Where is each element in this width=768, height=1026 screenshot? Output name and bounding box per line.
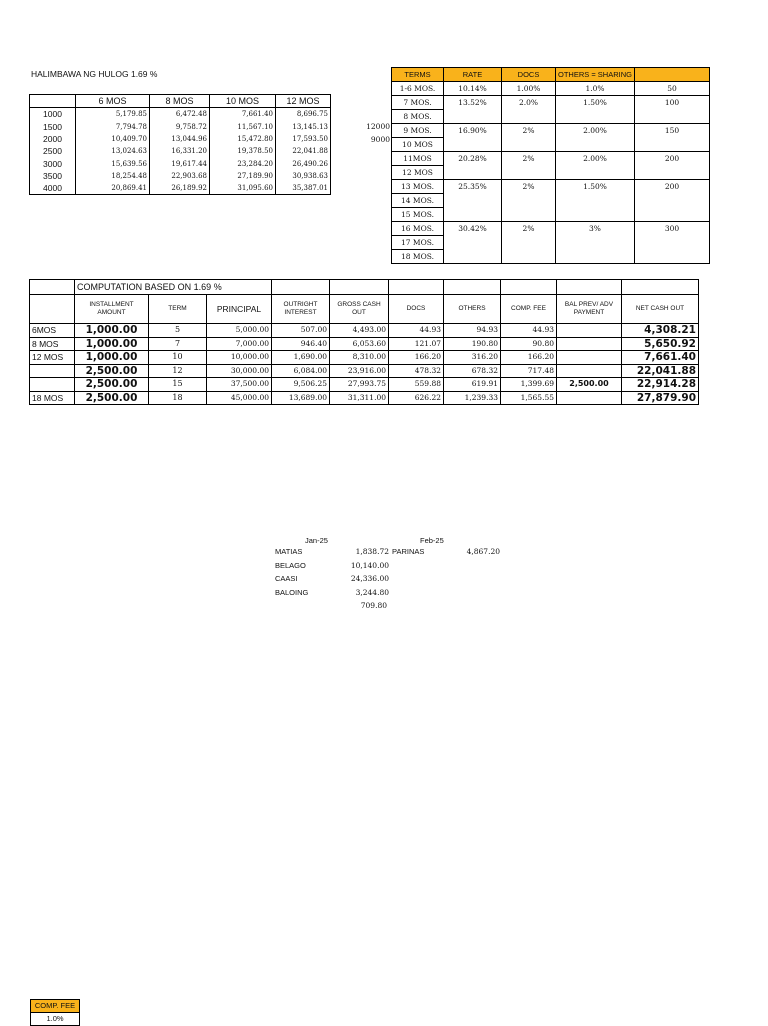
computation-principal-cell: 30,000.00: [207, 364, 272, 378]
computation-comp-fee-cell: 90.80: [501, 337, 557, 351]
terms-value-cell: [444, 138, 502, 152]
computation-net-cash-out-cell: 5,650.92: [622, 337, 699, 351]
comp-fee-box: [30, 999, 80, 1026]
collection-amount: 10,140.00: [350, 560, 389, 570]
terms-value-cell: 10.14%: [444, 82, 502, 96]
computation-header-cell: COMP. FEE: [501, 295, 557, 324]
terms-value-cell: 2%: [502, 152, 556, 166]
collection-name: CAASI: [275, 574, 298, 583]
halimbawa-value-cell: 26,490.26: [276, 157, 331, 169]
computation-row-label-cell: 8 MOS: [30, 337, 75, 351]
terms-term-cell: 15 MOS.: [392, 208, 444, 222]
computation-term-cell: 7: [149, 337, 207, 351]
halimbawa-row: [30, 121, 331, 133]
terms-term-cell: 14 MOS.: [392, 194, 444, 208]
feb-amount: 4,867.20: [466, 547, 500, 556]
computation-bal-prev-adv-payment-cell: [557, 324, 622, 338]
terms-row: [392, 194, 710, 208]
terms-row: [392, 236, 710, 250]
computation-bal-prev-adv-payment-cell: [557, 364, 622, 378]
computation-header-cell: INSTALLMENT AMOUNT: [75, 295, 149, 324]
computation-principal-cell: 5,000.00: [207, 324, 272, 338]
computation-outright-interest-cell: 9,506.25: [272, 378, 330, 392]
terms-value-cell: 16.90%: [444, 124, 502, 138]
halimbawa-row: [30, 108, 331, 121]
computation-row: [30, 364, 699, 378]
terms-header-cell: RATE: [444, 68, 502, 82]
halimbawa-table: [29, 94, 331, 195]
terms-value-cell: 300: [634, 222, 709, 236]
computation-term-cell: 10: [149, 351, 207, 365]
terms-row: [392, 250, 710, 264]
halimbawa-value-cell: 9,758.72: [150, 121, 210, 133]
terms-term-cell: 8 MOS.: [392, 110, 444, 124]
terms-value-cell: 1.00%: [502, 82, 556, 96]
computation-term-cell: 18: [149, 391, 207, 405]
terms-row: [392, 138, 710, 152]
terms-term-cell: 9 MOS.: [392, 124, 444, 138]
halimbawa-amount-cell: 3000: [30, 157, 76, 169]
terms-value-cell: 13.52%: [444, 96, 502, 110]
terms-value-cell: [502, 166, 556, 180]
computation-header-cell: PRINCIPAL: [207, 295, 272, 324]
computation-gross-cash-out-cell: 6,053.60: [330, 337, 389, 351]
computation-docs-cell: 166.20: [389, 351, 444, 365]
terms-term-cell: 17 MOS.: [392, 236, 444, 250]
computation-others-cell: 190.80: [444, 337, 501, 351]
terms-value-cell: [502, 208, 556, 222]
halimbawa-amount-cell: 2500: [30, 145, 76, 157]
computation-bal-prev-adv-payment-cell: [557, 391, 622, 405]
halimbawa-value-cell: 22,903.68: [150, 170, 210, 182]
terms-header-cell: OTHERS = SHARING: [556, 68, 635, 82]
computation-gross-cash-out-cell: 27,993.75: [330, 378, 389, 392]
collection-amount: 3,244.80: [355, 587, 389, 597]
month-jan: Jan-25: [305, 536, 328, 545]
halimbawa-value-cell: 15,639.56: [76, 157, 150, 169]
computation-outright-interest-cell: 946.40: [272, 337, 330, 351]
halimbawa-value-cell: 13,044.96: [150, 133, 210, 145]
computation-title: COMPUTATION BASED ON 1.69 %: [75, 280, 272, 295]
computation-docs-cell: 626.22: [389, 391, 444, 405]
terms-value-cell: [634, 194, 709, 208]
halimbawa-amount-cell: 1000: [30, 108, 76, 121]
terms-row: [392, 82, 710, 96]
computation-principal-cell: 10,000.00: [207, 351, 272, 365]
halimbawa-header-cell: 8 MOS: [150, 95, 210, 108]
terms-value-cell: [634, 208, 709, 222]
computation-others-cell: 1,239.33: [444, 391, 501, 405]
computation-docs-cell: 559.88: [389, 378, 444, 392]
computation-net-cash-out-cell: 22,914.28: [622, 378, 699, 392]
terms-value-cell: 2.00%: [556, 152, 635, 166]
halimbawa-amount-cell: 1500: [30, 121, 76, 133]
computation-bal-prev-adv-payment-cell: [557, 351, 622, 365]
terms-value-cell: [556, 166, 635, 180]
terms-term-cell: 10 MOS: [392, 138, 444, 152]
halimbawa-value-cell: 13,145.13: [276, 121, 331, 133]
terms-row: [392, 222, 710, 236]
terms-value-cell: 100: [634, 96, 709, 110]
halimbawa-value-cell: 23,284.20: [210, 157, 276, 169]
terms-term-cell: 12 MOS: [392, 166, 444, 180]
side-value-9000: 9000: [370, 135, 390, 144]
terms-value-cell: 2%: [502, 124, 556, 138]
computation-docs-cell: 121.07: [389, 337, 444, 351]
terms-value-cell: 150: [634, 124, 709, 138]
computation-header-cell: [30, 295, 75, 324]
halimbawa-value-cell: 35,387.01: [276, 182, 331, 195]
terms-term-cell: 13 MOS.: [392, 180, 444, 194]
halimbawa-value-cell: 7,661.40: [210, 108, 276, 121]
computation-installment-amount-cell: 1,000.00: [75, 351, 149, 365]
halimbawa-header-row: [30, 95, 331, 108]
terms-value-cell: 200: [634, 180, 709, 194]
halimbawa-value-cell: 26,189.92: [150, 182, 210, 195]
computation-row-label-cell: [30, 364, 75, 378]
terms-value-cell: 1.50%: [556, 180, 635, 194]
terms-term-cell: 16 MOS.: [392, 222, 444, 236]
terms-row: [392, 152, 710, 166]
halimbawa-value-cell: 27,189.90: [210, 170, 276, 182]
computation-header-cell: GROSS CASH OUT: [330, 295, 389, 324]
terms-header-cell: [634, 68, 709, 82]
terms-value-cell: [634, 138, 709, 152]
terms-value-cell: [556, 110, 635, 124]
terms-row: [392, 110, 710, 124]
halimbawa-value-cell: 20,869.41: [76, 182, 150, 195]
terms-term-cell: 7 MOS.: [392, 96, 444, 110]
computation-gross-cash-out-cell: 23,916.00: [330, 364, 389, 378]
terms-value-cell: [444, 110, 502, 124]
terms-value-cell: 20.28%: [444, 152, 502, 166]
computation-outright-interest-cell: 6,084.00: [272, 364, 330, 378]
computation-principal-cell: 45,000.00: [207, 391, 272, 405]
terms-row: [392, 166, 710, 180]
computation-blank-cell: [501, 280, 557, 295]
halimbawa-value-cell: 6,472.48: [150, 108, 210, 121]
terms-value-cell: [502, 194, 556, 208]
halimbawa-value-cell: 8,696.75: [276, 108, 331, 121]
terms-term-cell: 11MOS: [392, 152, 444, 166]
computation-header-cell: DOCS: [389, 295, 444, 324]
terms-header-row: [392, 68, 710, 82]
computation-installment-amount-cell: 2,500.00: [75, 391, 149, 405]
terms-value-cell: 1.50%: [556, 96, 635, 110]
terms-value-cell: [444, 166, 502, 180]
terms-value-cell: 2.00%: [556, 124, 635, 138]
halimbawa-header-cell: [30, 95, 76, 108]
computation-row: [30, 324, 699, 338]
computation-comp-fee-cell: 717.48: [501, 364, 557, 378]
terms-value-cell: [444, 250, 502, 264]
halimbawa-value-cell: 13,024.63: [76, 145, 150, 157]
computation-header-cell: NET CASH OUT: [622, 295, 699, 324]
halimbawa-value-cell: 15,472.80: [210, 133, 276, 145]
terms-value-cell: 25.35%: [444, 180, 502, 194]
halimbawa-value-cell: 19,617.44: [150, 157, 210, 169]
computation-comp-fee-cell: 166.20: [501, 351, 557, 365]
computation-net-cash-out-cell: 27,879.90: [622, 391, 699, 405]
collection-amount: 1,838.72: [355, 547, 389, 556]
halimbawa-title: HALIMBAWA NG HULOG 1.69 %: [31, 69, 158, 79]
halimbawa-row: [30, 182, 331, 195]
collection-name: BALOING: [275, 587, 309, 597]
terms-table: [391, 67, 710, 264]
feb-name: PARINAS: [392, 547, 425, 556]
computation-others-cell: 316.20: [444, 351, 501, 365]
computation-blank-cell: [330, 280, 389, 295]
computation-row: [30, 378, 699, 392]
computation-blank-cell: [444, 280, 501, 295]
terms-value-cell: [556, 138, 635, 152]
halimbawa-value-cell: 31,095.60: [210, 182, 276, 195]
computation-installment-amount-cell: 2,500.00: [75, 378, 149, 392]
computation-docs-cell: 478.32: [389, 364, 444, 378]
halimbawa-value-cell: 7,794.78: [76, 121, 150, 133]
computation-gross-cash-out-cell: 8,310.00: [330, 351, 389, 365]
computation-bal-prev-adv-payment-cell: 2,500.00: [557, 378, 622, 392]
comp-fee-label: COMP. FEE: [31, 1000, 80, 1013]
computation-row-label-cell: 12 MOS: [30, 351, 75, 365]
halimbawa-value-cell: 22,041.88: [276, 145, 331, 157]
halimbawa-value-cell: 11,567.10: [210, 121, 276, 133]
computation-row-label-cell: 6MOS: [30, 324, 75, 338]
side-value-12000: 12000: [366, 122, 390, 131]
terms-value-cell: [444, 236, 502, 250]
computation-table: [29, 279, 699, 405]
computation-others-cell: 94.93: [444, 324, 501, 338]
terms-row: [392, 208, 710, 222]
terms-value-cell: [444, 208, 502, 222]
terms-value-cell: 2.0%: [502, 96, 556, 110]
computation-installment-amount-cell: 1,000.00: [75, 324, 149, 338]
collection-name: MATIAS: [275, 547, 303, 556]
halimbawa-value-cell: 18,254.48: [76, 170, 150, 182]
month-feb: Feb-25: [420, 536, 444, 545]
halimbawa-row: [30, 133, 331, 145]
computation-header-cell: OUTRIGHT INTEREST: [272, 295, 330, 324]
terms-value-cell: [502, 236, 556, 250]
computation-comp-fee-cell: 1,399.69: [501, 378, 557, 392]
computation-blank-cell: [30, 280, 75, 295]
halimbawa-amount-cell: 3500: [30, 170, 76, 182]
terms-value-cell: 50: [634, 82, 709, 96]
halimbawa-header-cell: 6 MOS: [76, 95, 150, 108]
halimbawa-row: [30, 157, 331, 169]
computation-installment-amount-cell: 2,500.00: [75, 364, 149, 378]
halimbawa-row: [30, 170, 331, 182]
computation-net-cash-out-cell: 4,308.21: [622, 324, 699, 338]
halimbawa-value-cell: 17,593.50: [276, 133, 331, 145]
terms-value-cell: [634, 236, 709, 250]
halimbawa-value-cell: 19,378.50: [210, 145, 276, 157]
computation-blank-cell: [272, 280, 330, 295]
computation-header-row: [30, 295, 699, 324]
computation-net-cash-out-cell: 22,041.88: [622, 364, 699, 378]
computation-term-cell: 5: [149, 324, 207, 338]
terms-value-cell: [502, 250, 556, 264]
terms-value-cell: [634, 250, 709, 264]
computation-row-label-cell: [30, 378, 75, 392]
computation-docs-cell: 44.93: [389, 324, 444, 338]
computation-header-cell: BAL PREV/ ADV PAYMENT: [557, 295, 622, 324]
halimbawa-value-cell: 5,179.85: [76, 108, 150, 121]
computation-outright-interest-cell: 1,690.00: [272, 351, 330, 365]
collection-name: BELAGO: [275, 560, 306, 570]
computation-blank-cell: [557, 280, 622, 295]
comp-fee-value: 1.0%: [31, 1013, 80, 1026]
terms-header-cell: DOCS: [502, 68, 556, 82]
terms-row: [392, 124, 710, 138]
computation-header-cell: TERM: [149, 295, 207, 324]
terms-value-cell: 30.42%: [444, 222, 502, 236]
computation-outright-interest-cell: 13,689.00: [272, 391, 330, 405]
computation-term-cell: 12: [149, 364, 207, 378]
halimbawa-value-cell: 10,409.70: [76, 133, 150, 145]
terms-value-cell: [556, 236, 635, 250]
terms-header-cell: TERMS: [392, 68, 444, 82]
computation-title-row: [30, 280, 699, 295]
terms-value-cell: [502, 138, 556, 152]
halimbawa-row: [30, 145, 331, 157]
computation-others-cell: 678.32: [444, 364, 501, 378]
terms-value-cell: 3%: [556, 222, 635, 236]
terms-term-cell: 18 MOS.: [392, 250, 444, 264]
halimbawa-header-cell: 10 MOS: [210, 95, 276, 108]
computation-header-cell: OTHERS: [444, 295, 501, 324]
computation-principal-cell: 7,000.00: [207, 337, 272, 351]
computation-row: [30, 351, 699, 365]
terms-value-cell: [634, 110, 709, 124]
terms-value-cell: 200: [634, 152, 709, 166]
computation-comp-fee-cell: 1,565.55: [501, 391, 557, 405]
halimbawa-value-cell: 30,938.63: [276, 170, 331, 182]
halimbawa-value-cell: 16,331.20: [150, 145, 210, 157]
terms-value-cell: 2%: [502, 180, 556, 194]
computation-installment-amount-cell: 1,000.00: [75, 337, 149, 351]
terms-row: [392, 96, 710, 110]
collection-amount: 24,336.00: [350, 574, 389, 583]
terms-value-cell: [634, 166, 709, 180]
computation-blank-cell: [622, 280, 699, 295]
computation-net-cash-out-cell: 7,661.40: [622, 351, 699, 365]
terms-row: [392, 180, 710, 194]
computation-gross-cash-out-cell: 31,311.00: [330, 391, 389, 405]
computation-others-cell: 619.91: [444, 378, 501, 392]
terms-value-cell: [502, 110, 556, 124]
terms-value-cell: [556, 194, 635, 208]
halimbawa-amount-cell: 4000: [30, 182, 76, 195]
terms-value-cell: [556, 208, 635, 222]
terms-value-cell: 2%: [502, 222, 556, 236]
halimbawa-amount-cell: 2000: [30, 133, 76, 145]
terms-term-cell: 1-6 MOS.: [392, 82, 444, 96]
halimbawa-header-cell: 12 MOS: [276, 95, 331, 108]
computation-blank-cell: [389, 280, 444, 295]
computation-row-label-cell: 18 MOS: [30, 391, 75, 405]
terms-value-cell: [556, 250, 635, 264]
computation-outright-interest-cell: 507.00: [272, 324, 330, 338]
computation-row: [30, 391, 699, 405]
computation-comp-fee-cell: 44.93: [501, 324, 557, 338]
computation-term-cell: 15: [149, 378, 207, 392]
computation-gross-cash-out-cell: 4,493.00: [330, 324, 389, 338]
computation-principal-cell: 37,500.00: [207, 378, 272, 392]
extra-amount: 709.80: [360, 601, 387, 610]
terms-value-cell: 1.0%: [556, 82, 635, 96]
terms-value-cell: [444, 194, 502, 208]
computation-bal-prev-adv-payment-cell: [557, 337, 622, 351]
computation-row: [30, 337, 699, 351]
